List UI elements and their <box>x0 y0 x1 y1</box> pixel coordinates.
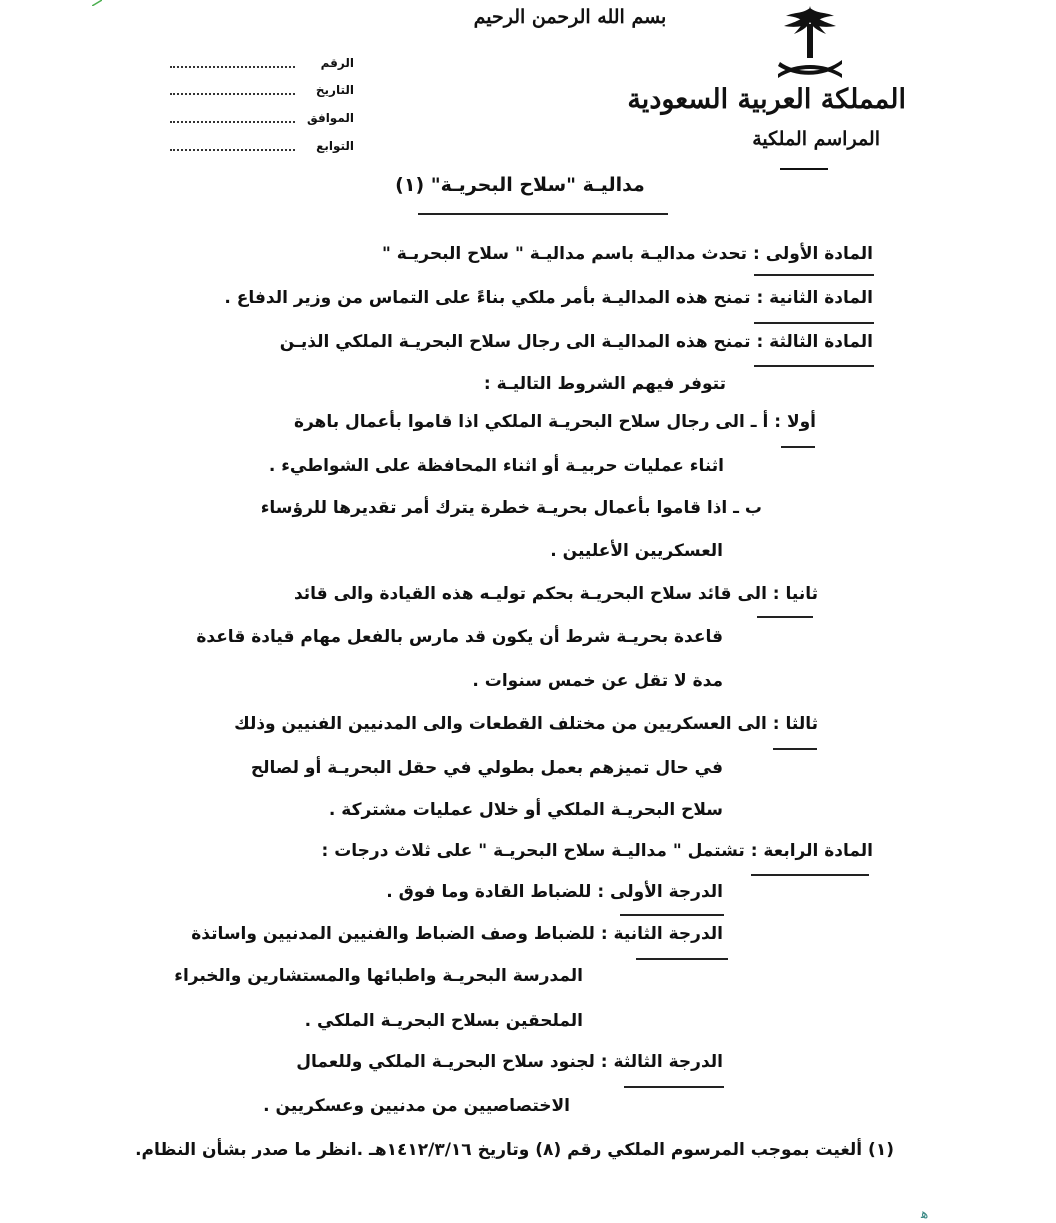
meta-date-label: التاريخ <box>315 83 354 97</box>
meta-attachments <box>170 139 360 161</box>
meta-number <box>170 56 360 78</box>
saudi-emblem-icon <box>772 4 848 82</box>
first-a: أولا : أ ـ الى رجال سلاح البحريـة الملكي اذا قاموا بأعمال باهرة <box>293 412 816 432</box>
degree-1-underline <box>620 914 724 916</box>
article-3-cont: تتوفر فيهم الشروط التاليـة : <box>483 374 726 394</box>
meta-corresponding <box>170 111 360 133</box>
article-1: المادة الأولى : تحدث مداليـة باسم مداليـة " سلاح البحريـة " <box>381 244 873 264</box>
degree-3-underline <box>624 1086 724 1088</box>
degree-2: الدرجة الثانية : للضباط وصف الضباط والفنيين المدنيين واساتذة <box>191 924 723 944</box>
article-2: المادة الثانية : تمنح هذه المداليـة بأمر ملكي بناءً على التماس من وزير الدفاع . <box>224 288 873 308</box>
third: ثالثا : الى العسكريين من مختلف القطعات والى المدنيين الفنيين وذلك <box>234 714 818 734</box>
first-a-cont: اثناء عمليات حربيـة أو اثناء المحافظة على الشواطيء . <box>268 456 724 476</box>
meta-date-blank <box>170 93 295 95</box>
meta-number-blank <box>170 66 295 68</box>
article-1-underline <box>754 274 874 276</box>
meta-attachments-blank <box>170 149 295 151</box>
first-underline <box>781 446 815 448</box>
corner-tick-icon <box>92 0 102 6</box>
meta-date <box>170 83 360 105</box>
second-cont-2: مدة لا تقل عن خمس سنوات . <box>472 671 723 691</box>
title-underline <box>418 213 668 215</box>
footnote: (١) ألغيت بموجب المرسوم الملكي رقم (٨) وتاريخ ١٤١٢/٣/١٦هـ .انظر ما صدر بشأن النظام. <box>135 1140 894 1160</box>
document-title: مداليـة "سلاح البحريـة" (١) <box>395 174 645 196</box>
article-2-underline <box>754 322 874 324</box>
first-b-cont: العسكريين الأعليين . <box>550 541 723 561</box>
meta-attachments-label: التوابع <box>316 139 354 153</box>
page-mark: ﻫ <box>921 1206 929 1222</box>
second: ثانيا : الى قائد سلاح البحريـة بحكم توليـه هذه القيادة والى قائد <box>293 584 818 604</box>
meta-corresponding-blank <box>170 121 295 123</box>
article-4: المادة الرابعة : تشتمل " مداليـة سلاح البحريـة " على ثلاث درجات : <box>321 841 873 861</box>
article-3-underline <box>754 365 874 367</box>
degree-2-cont-2: الملحقين بسلاح البحريـة الملكي . <box>304 1011 583 1031</box>
department-name: المراسم الملكية <box>752 128 880 150</box>
meta-number-label: الرقم <box>320 56 354 70</box>
article-4-underline <box>751 874 869 876</box>
third-underline <box>773 748 817 750</box>
second-cont-1: قاعدة بحريـة شرط أن يكون قد مارس بالفعل مهام قيادة قاعدة <box>196 627 723 647</box>
third-cont-1: في حال تميزهم بعمل بطولي في حقل البحريـة أو لصالح <box>250 758 723 778</box>
degree-3: الدرجة الثالثة : لجنود سلاح البحريـة الملكي وللعمال <box>296 1052 723 1072</box>
second-underline <box>757 616 813 618</box>
header-divider <box>780 168 828 170</box>
first-b: ب ـ اذا قاموا بأعمال بحريـة خطرة يترك أمر تقديرها للرؤساء <box>260 498 762 518</box>
degree-3-cont: الاختصاصيين من مدنيين وعسكريين . <box>263 1096 570 1116</box>
article-3: المادة الثالثة : تمنح هذه المداليـة الى رجال سلاح البحريـة الملكي الذيـن <box>279 332 873 352</box>
degree-1: الدرجة الأولى : للضباط القادة وما فوق . <box>386 882 723 902</box>
degree-2-underline <box>636 958 728 960</box>
kingdom-name: المملكة العربية السعودية <box>627 84 906 115</box>
meta-corresponding-label: الموافق <box>307 111 354 125</box>
degree-2-cont-1: المدرسة البحريـة واطبائها والمستشارين والخبراء <box>174 966 583 986</box>
basmala: بسم الله الرحمن الرحيم <box>473 6 667 28</box>
third-cont-2: سلاح البحريـة الملكي أو خلال عمليات مشتركة . <box>328 800 723 820</box>
